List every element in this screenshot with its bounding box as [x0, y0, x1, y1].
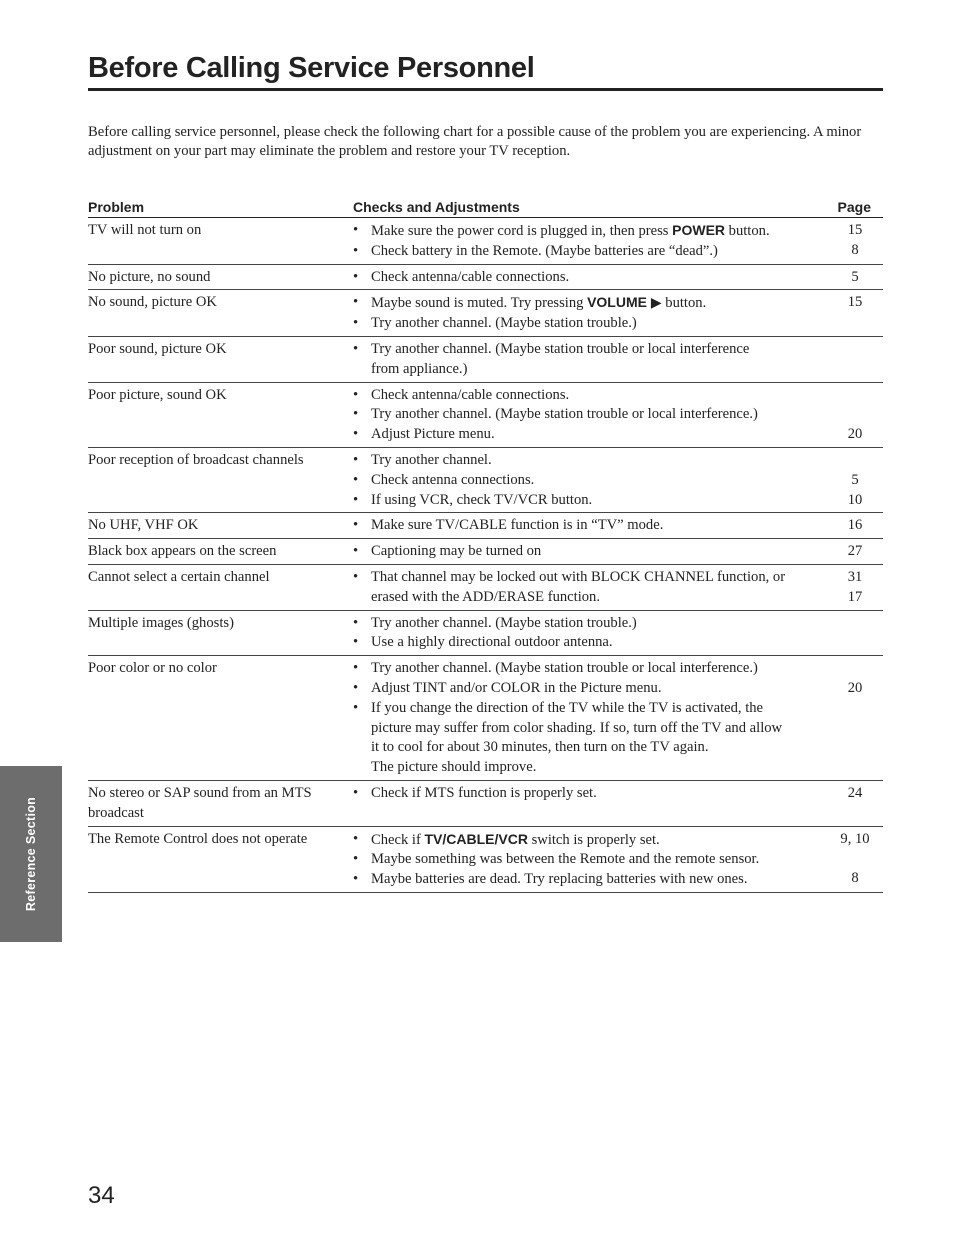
check-item — [353, 405, 823, 425]
check-item — [353, 659, 823, 679]
page-ref: 31 — [847, 568, 863, 585]
check-text: Check battery in the Remote. (Maybe batteries are “dead”.) — [371, 242, 718, 259]
page-number: 34 — [88, 1182, 115, 1209]
page-title: Before Calling Service Personnel — [88, 50, 883, 91]
table-row — [88, 337, 883, 383]
page-ref: 8 — [851, 241, 859, 258]
header-problem: Problem — [88, 199, 145, 215]
problem-cell: Poor reception of broadcast channels — [88, 451, 304, 468]
page-ref — [827, 360, 883, 380]
table-row — [88, 827, 883, 893]
page-ref — [827, 849, 883, 869]
check-item — [353, 471, 823, 491]
page-ref: 8 — [851, 870, 859, 887]
page-cell — [823, 516, 883, 536]
problem-cell: Poor picture, sound OK — [88, 386, 227, 403]
page-ref — [827, 719, 883, 739]
page-cell — [823, 340, 883, 380]
table-row — [88, 539, 883, 565]
checks-cell — [353, 268, 823, 288]
check-item — [353, 425, 823, 445]
problem-cell: No stereo or SAP sound from an MTS broadcast — [88, 784, 312, 821]
check-text: Check antenna/cable connections. — [371, 386, 570, 403]
check-continuation — [353, 588, 823, 608]
check-text: Check antenna/cable connections. — [371, 268, 570, 285]
problem-cell: Poor color or no color — [88, 660, 217, 677]
page-ref: 16 — [847, 517, 863, 534]
page-ref — [827, 614, 883, 634]
checks-cell — [353, 542, 823, 562]
page-ref: 15 — [847, 294, 863, 311]
check-text: from appliance.) — [371, 360, 468, 377]
page-ref: 20 — [847, 426, 863, 443]
page-cell — [823, 268, 883, 288]
table-row — [88, 565, 883, 611]
check-item — [353, 293, 823, 314]
checks-cell — [353, 830, 823, 890]
checks-cell — [353, 614, 823, 654]
check-text: button. — [661, 295, 707, 312]
problem-cell: TV will not turn on — [88, 222, 202, 238]
check-item — [353, 830, 823, 851]
check-item — [353, 314, 823, 334]
page-ref: 17 — [847, 588, 863, 605]
problem-cell: Multiple images (ghosts) — [88, 614, 234, 631]
check-text: Make sure the power cord is plugged in, then press — [371, 223, 673, 239]
page-cell — [823, 659, 883, 778]
table-body — [88, 218, 883, 893]
check-item — [353, 679, 823, 699]
page-cell — [823, 293, 883, 334]
check-text: If using VCR, check TV/VCR button. — [371, 491, 593, 508]
check-text: Adjust TINT and/or COLOR in the Picture menu. — [371, 679, 662, 696]
check-text: picture may suffer from color shading. If so, turn off the TV and allow — [371, 719, 783, 736]
page-ref: 15 — [847, 222, 863, 238]
problem-cell: Cannot select a certain channel — [88, 568, 270, 585]
checks-cell — [353, 568, 823, 608]
page-ref — [827, 804, 883, 824]
problem-cell: No sound, picture OK — [88, 294, 217, 311]
check-item — [353, 516, 823, 536]
check-continuation — [353, 738, 823, 758]
check-text: Try another channel. (Maybe station trouble or local interference.) — [371, 660, 758, 677]
page-cell — [823, 542, 883, 562]
table-header — [88, 197, 883, 218]
check-item — [353, 221, 823, 242]
page-ref — [827, 758, 883, 778]
check-item — [353, 850, 823, 870]
problem-cell: No picture, no sound — [88, 268, 211, 285]
table-row — [88, 611, 883, 657]
problem-cell: The Remote Control does not operate — [88, 830, 308, 847]
check-item — [353, 386, 823, 406]
problem-cell: Black box appears on the screen — [88, 543, 277, 560]
checks-cell — [353, 451, 823, 510]
check-text: button. — [725, 223, 770, 239]
table-row — [88, 218, 883, 265]
page-cell — [823, 784, 883, 824]
table-row — [88, 265, 883, 291]
check-item — [353, 568, 823, 588]
page-cell — [823, 221, 883, 262]
page-ref — [827, 633, 883, 653]
check-text: Check antenna connections. — [371, 471, 535, 488]
page-cell — [823, 568, 883, 608]
check-text: Use a highly directional outdoor antenna. — [371, 634, 613, 651]
table-row — [88, 448, 883, 513]
problem-cell: Poor sound, picture OK — [88, 340, 227, 357]
check-text: Maybe sound is muted. Try pressing — [371, 295, 588, 312]
check-item — [353, 451, 823, 471]
page-ref — [827, 451, 883, 471]
page-ref — [827, 699, 883, 719]
page-ref: 5 — [851, 471, 859, 488]
button-name: TV/CABLE/VCR — [424, 830, 528, 847]
check-item — [353, 340, 823, 360]
page-ref: 9, 10 — [840, 830, 870, 847]
problem-cell: No UHF, VHF OK — [88, 517, 199, 534]
check-text: Make sure TV/CABLE function is in “TV” mode. — [371, 517, 664, 534]
page-ref: 27 — [847, 543, 863, 560]
page-cell — [823, 386, 883, 445]
button-name: POWER — [672, 222, 726, 238]
check-item — [353, 699, 823, 719]
table-row — [88, 781, 883, 827]
page-ref: 24 — [847, 784, 863, 801]
page-ref — [827, 738, 883, 758]
page-ref — [827, 659, 883, 679]
check-text: Maybe batteries are dead. Try replacing batteries with new ones. — [371, 871, 748, 888]
checks-cell — [353, 386, 823, 445]
page-cell — [823, 614, 883, 654]
page-ref: 5 — [851, 268, 859, 285]
check-text: erased with the ADD/ERASE function. — [371, 588, 601, 605]
page-ref — [827, 313, 883, 333]
checks-cell — [353, 516, 823, 536]
check-text: Try another channel. (Maybe station trouble or local interference — [371, 340, 750, 357]
check-continuation — [353, 719, 823, 739]
check-text: That channel may be locked out with BLOCK CHANNEL function, or — [371, 568, 786, 585]
check-text: Try another channel. — [371, 451, 492, 468]
check-text: Check if MTS function is properly set. — [371, 784, 597, 801]
page-ref: 20 — [847, 679, 863, 696]
table-row — [88, 383, 883, 448]
check-text: Adjust Picture menu. — [371, 426, 495, 443]
check-text: Check if — [371, 831, 425, 848]
page-ref — [827, 386, 883, 406]
header-checks: Checks and Adjustments — [353, 199, 520, 215]
check-text: The picture should improve. — [371, 759, 537, 776]
check-continuation — [353, 758, 823, 778]
side-tab — [0, 766, 62, 942]
check-item — [353, 633, 823, 653]
checks-cell — [353, 293, 823, 334]
page-cell — [823, 451, 883, 510]
header-page: Page — [837, 199, 871, 215]
checks-cell — [353, 784, 823, 824]
checks-cell — [353, 659, 823, 778]
check-item — [353, 268, 823, 288]
checks-cell — [353, 340, 823, 380]
check-text: Try another channel. (Maybe station trouble.) — [371, 614, 637, 631]
page-cell — [823, 830, 883, 890]
page-ref: 10 — [847, 491, 863, 508]
table-row — [88, 513, 883, 539]
check-item — [353, 242, 823, 262]
table-row — [88, 656, 883, 781]
page-ref — [827, 340, 883, 360]
side-tab-label: Reference Section — [24, 796, 38, 912]
table-row — [88, 290, 883, 337]
check-item — [353, 542, 823, 562]
check-item — [353, 491, 823, 511]
troubleshooting-table — [88, 197, 883, 893]
check-text: Try another channel. (Maybe station trouble or local interference.) — [371, 406, 758, 423]
button-name: VOLUME ▶ — [587, 294, 662, 311]
checks-cell — [353, 221, 823, 262]
check-text: Try another channel. (Maybe station trouble.) — [371, 315, 637, 332]
check-text: switch is properly set. — [527, 831, 660, 848]
check-text: Captioning may be turned on — [371, 543, 542, 560]
check-text: Maybe something was between the Remote and the remote sensor. — [371, 851, 760, 868]
intro-paragraph: Before calling service personnel, please check the following chart for a possible cause of the problem you are experiencing. A minor adjustment on your part may eliminate the problem and restore your TV reception. — [88, 124, 862, 159]
check-item — [353, 784, 823, 804]
check-text: it to cool for about 30 minutes, then turn on the TV again. — [371, 739, 709, 756]
check-text: If you change the direction of the TV while the TV is activated, the — [371, 699, 764, 716]
page-ref — [827, 405, 883, 425]
check-continuation — [353, 360, 823, 380]
check-item — [353, 870, 823, 890]
check-item — [353, 614, 823, 634]
